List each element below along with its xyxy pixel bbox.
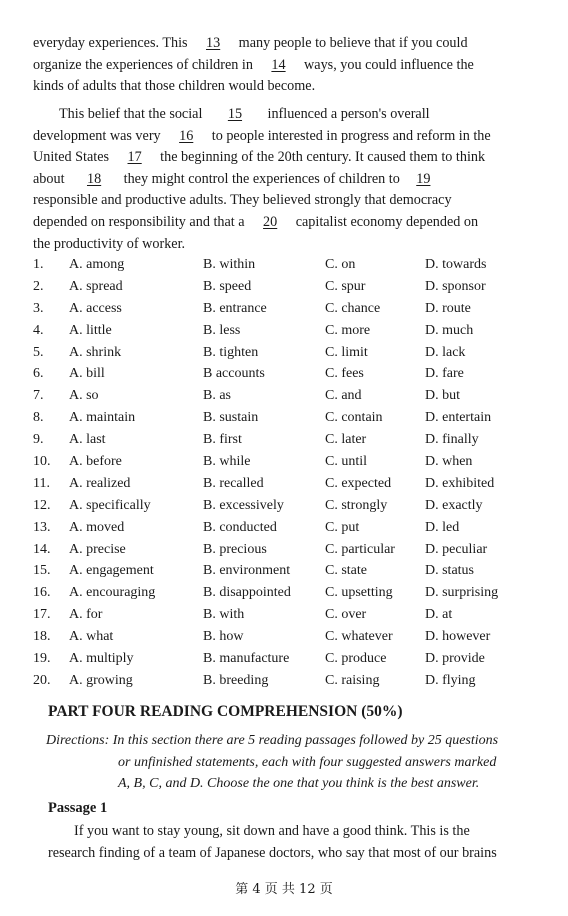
option-d: D. route xyxy=(425,300,471,316)
option-b: B. precious xyxy=(203,541,267,557)
text-line: everyday experiences. This 13 many people to believe that if you could xyxy=(33,33,518,55)
question-number: 20. xyxy=(33,672,51,688)
option-row xyxy=(33,366,533,388)
option-row xyxy=(33,323,533,345)
option-row xyxy=(33,345,533,367)
text-line: responsible and productive adults. They believed strongly that democracy xyxy=(33,192,452,209)
option-c: C. over xyxy=(325,607,367,623)
option-a: A. last xyxy=(69,432,106,448)
section-heading: PART FOUR READING COMPREHENSION (50%) xyxy=(48,703,403,720)
option-c: C. state xyxy=(325,563,367,579)
option-a: A. precise xyxy=(69,541,126,557)
option-c: C. chance xyxy=(325,300,381,316)
directions-line: Directions: In this section there are 5 reading passages followed by 25 questions xyxy=(46,733,499,748)
option-row xyxy=(33,454,533,476)
option-b: B. while xyxy=(203,454,251,470)
option-d: D. provide xyxy=(425,651,485,667)
option-b: B. environment xyxy=(203,563,291,579)
question-number: 9. xyxy=(33,432,44,448)
option-d: D. peculiar xyxy=(425,541,488,557)
option-b: B. first xyxy=(203,432,242,448)
question-number: 18. xyxy=(33,629,51,645)
option-b: B. within xyxy=(203,257,256,272)
blank-13: 13 xyxy=(206,35,221,51)
option-a: A. spread xyxy=(69,278,123,294)
option-a: A. what xyxy=(69,629,114,645)
question-number: 6. xyxy=(33,366,44,382)
text-line: the productivity of worker. xyxy=(33,235,186,252)
question-number: 7. xyxy=(33,388,44,404)
option-c: C. on xyxy=(325,257,356,272)
question-number: 16. xyxy=(33,585,51,601)
option-c: C. expected xyxy=(325,475,392,491)
question-number: 11. xyxy=(33,475,50,491)
text-line: United States 17 the beginning of the 20th century. It caused them to think xyxy=(33,147,518,169)
question-number: 10. xyxy=(33,454,51,470)
option-row xyxy=(33,563,533,585)
option-d: D. flying xyxy=(425,672,476,688)
option-a: A. engagement xyxy=(69,563,154,579)
option-row xyxy=(33,673,533,695)
text-line: research finding of a team of Japanese doctors, who say that most of our brains xyxy=(48,844,497,861)
question-number: 8. xyxy=(33,410,44,426)
option-row xyxy=(33,301,533,323)
question-number: 5. xyxy=(33,344,44,360)
passage-title: Passage 1 xyxy=(48,800,108,816)
option-d: D. sponsor xyxy=(425,278,486,294)
page-footer: 第 4 页 共 12 页 xyxy=(235,882,333,897)
option-d: D. at xyxy=(425,607,453,623)
option-b: B. how xyxy=(203,629,244,645)
option-d: D. surprising xyxy=(425,585,499,601)
option-c: C. produce xyxy=(325,651,387,667)
cloze-paragraph-1 xyxy=(33,33,518,98)
option-row xyxy=(33,476,533,498)
option-a: A. little xyxy=(69,322,112,338)
option-row xyxy=(33,585,533,607)
text-line: organize the experiences of children in 14 ways, you could influence the xyxy=(33,55,518,77)
text-line: This belief that the social 15 influenced a person's overall xyxy=(33,104,518,126)
option-d: D. exactly xyxy=(425,497,483,513)
option-b: B. sustain xyxy=(203,410,259,426)
question-number: 19. xyxy=(33,651,51,667)
option-c: C. limit xyxy=(325,344,368,360)
option-b: B. manufacture xyxy=(203,651,290,667)
text-line: kinds of adults that those children would become. xyxy=(33,78,316,95)
blank-18: 18 xyxy=(86,170,102,187)
option-d: D. but xyxy=(425,388,460,404)
option-d: D. towards xyxy=(425,257,487,272)
option-a: A. moved xyxy=(69,519,125,535)
option-c: C. more xyxy=(325,322,371,338)
option-row xyxy=(33,651,533,673)
option-d: D. status xyxy=(425,563,474,579)
option-b: B. as xyxy=(203,388,231,404)
question-number: 17. xyxy=(33,607,51,623)
option-d: D. however xyxy=(425,629,491,645)
blank-16: 16 xyxy=(179,127,194,144)
option-row xyxy=(33,607,533,629)
option-b: B accounts xyxy=(203,366,265,382)
option-c: C. strongly xyxy=(325,497,388,513)
option-a: A. shrink xyxy=(69,344,122,360)
question-number: 2. xyxy=(33,278,44,294)
option-b: B. conducted xyxy=(203,519,277,535)
option-d: D. fare xyxy=(425,366,464,382)
option-d: D. led xyxy=(425,519,460,535)
question-number: 3. xyxy=(33,300,44,316)
option-row xyxy=(33,279,533,301)
option-row xyxy=(33,629,533,651)
option-c: C. until xyxy=(325,454,368,470)
option-row xyxy=(33,410,533,432)
option-row xyxy=(33,257,533,279)
option-c: C. and xyxy=(325,388,362,404)
text-line: If you want to stay young, sit down and have a good think. This is the xyxy=(74,823,470,839)
question-number: 13. xyxy=(33,519,51,535)
option-a: A. growing xyxy=(69,672,133,688)
option-b: B. tighten xyxy=(203,344,259,360)
option-a: A. encouraging xyxy=(69,585,156,601)
text-line: about 18 they might control the experiences of children to 19 xyxy=(33,169,518,191)
option-c: C. contain xyxy=(325,410,383,426)
text-line: development was very 16 to people interested in progress and reform in the xyxy=(33,126,518,148)
option-d: D. entertain xyxy=(425,410,492,426)
option-c: C. particular xyxy=(325,541,395,557)
option-c: C. fees xyxy=(325,366,364,382)
option-row xyxy=(33,542,533,564)
question-number: 4. xyxy=(33,322,44,338)
option-b: B. breeding xyxy=(203,672,269,688)
option-row xyxy=(33,432,533,454)
option-b: B. entrance xyxy=(203,300,267,316)
option-a: A. so xyxy=(69,388,99,404)
option-b: B. speed xyxy=(203,278,252,294)
text-line: depended on responsibility and that a 20 capitalist economy depended on xyxy=(33,212,518,234)
directions-line: or unfinished statements, each with four suggested answers marked xyxy=(118,754,497,770)
option-d: D. when xyxy=(425,454,473,470)
directions-line: A, B, C, and D. Choose the one that you think is the best answer. xyxy=(118,776,480,791)
cloze-paragraph-2 xyxy=(33,104,518,255)
blank-17: 17 xyxy=(127,149,142,166)
option-d: D. lack xyxy=(425,344,466,360)
option-d: D. exhibited xyxy=(425,475,495,491)
option-a: A. before xyxy=(69,454,122,470)
option-c: C. spur xyxy=(325,278,366,294)
option-b: B. less xyxy=(203,322,241,338)
blank-20: 20 xyxy=(263,213,278,230)
blank-19: 19 xyxy=(416,170,431,187)
question-number: 14. xyxy=(33,541,51,557)
option-a: A. among xyxy=(69,257,125,272)
option-a: A. realized xyxy=(69,475,131,491)
option-c: C. whatever xyxy=(325,629,393,645)
option-c: C. later xyxy=(325,432,367,448)
option-c: C. upsetting xyxy=(325,585,393,601)
option-a: A. specifically xyxy=(69,497,151,513)
option-a: A. bill xyxy=(69,366,105,382)
option-b: B. recalled xyxy=(203,475,264,491)
option-c: C. put xyxy=(325,519,360,535)
option-d: D. much xyxy=(425,322,474,338)
option-b: B. disappointed xyxy=(203,585,291,601)
option-a: A. for xyxy=(69,607,103,623)
question-number: 1. xyxy=(33,257,44,272)
option-b: B. excessively xyxy=(203,497,284,513)
question-number: 15. xyxy=(33,563,51,579)
option-d: D. finally xyxy=(425,432,479,448)
passage-text xyxy=(48,821,534,864)
option-a: A. access xyxy=(69,300,122,316)
option-row xyxy=(33,520,533,542)
directions xyxy=(46,730,536,795)
option-a: A. multiply xyxy=(69,651,134,667)
option-a: A. maintain xyxy=(69,410,136,426)
blank-14: 14 xyxy=(271,56,286,73)
question-number: 12. xyxy=(33,497,51,513)
option-row xyxy=(33,388,533,410)
blank-15: 15 xyxy=(227,106,243,122)
option-row xyxy=(33,498,533,520)
option-b: B. with xyxy=(203,607,245,623)
option-c: C. raising xyxy=(325,672,380,688)
options-list xyxy=(33,257,533,695)
